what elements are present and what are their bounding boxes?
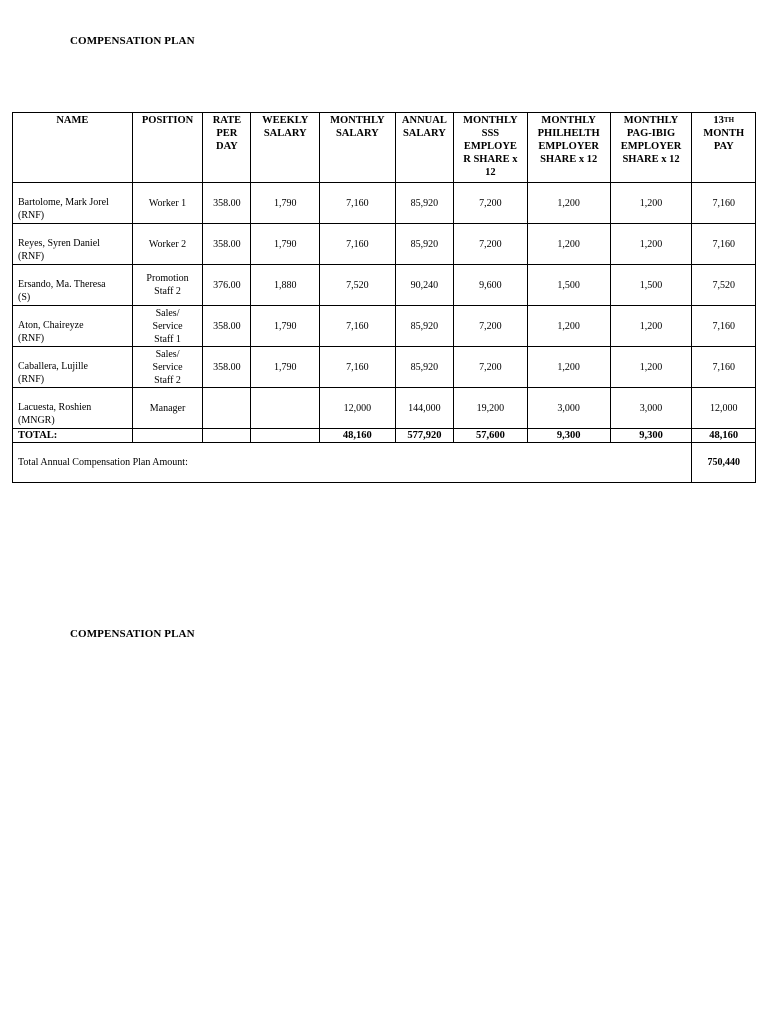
table-row (13, 224, 756, 265)
employee-position: Manager (132, 388, 203, 429)
weekly-salary: 1,790 (251, 183, 320, 224)
document-title: COMPENSATION PLAN (70, 35, 195, 47)
annual-salary: 85,920 (395, 183, 453, 224)
employee-position: Worker 1 (132, 183, 203, 224)
thirteenth-month-pay: 7,160 (692, 347, 756, 388)
header-monthly-pagibig: MONTHLY PAG-IBIG EMPLOYER SHARE x 12 (610, 113, 692, 183)
grand-total-label: Total Annual Compensation Plan Amount: (13, 443, 692, 483)
total-pagibig: 9,300 (610, 429, 692, 443)
sss-employer-share: 7,200 (454, 224, 528, 265)
weekly-salary: 1,790 (251, 224, 320, 265)
table-row (13, 388, 756, 429)
table-row (13, 347, 756, 388)
employee-name: Lacuesta, Roshien (MNGR) (13, 388, 133, 429)
philhealth-employer-share: 1,200 (527, 306, 610, 347)
employee-position: Sales/ Service Staff 1 (132, 306, 203, 347)
annual-salary: 144,000 (395, 388, 453, 429)
header-name: NAME (13, 113, 133, 183)
rate-per-day: 358.00 (203, 183, 251, 224)
employee-name: Bartolome, Mark Jorel (RNF) (13, 183, 133, 224)
pagibig-employer-share: 1,200 (610, 347, 692, 388)
header-13th-label: 13TH (713, 115, 735, 126)
pagibig-employer-share: 1,500 (610, 265, 692, 306)
table-row (13, 265, 756, 306)
thirteenth-month-pay: 7,160 (692, 306, 756, 347)
monthly-salary: 7,160 (320, 347, 396, 388)
annual-salary: 85,920 (395, 347, 453, 388)
weekly-salary: 1,790 (251, 347, 320, 388)
table-row (13, 306, 756, 347)
pagibig-employer-share: 1,200 (610, 306, 692, 347)
rate-per-day: 358.00 (203, 224, 251, 265)
header-monthly-sss: MONTHLY SSS EMPLOYE R SHARE x 12 (454, 113, 528, 183)
philhealth-employer-share: 1,500 (527, 265, 610, 306)
rate-per-day: 358.00 (203, 347, 251, 388)
annual-salary: 85,920 (395, 224, 453, 265)
philhealth-employer-share: 1,200 (527, 183, 610, 224)
total-weekly-cell (251, 429, 320, 443)
sss-employer-share: 19,200 (454, 388, 528, 429)
philhealth-employer-share: 3,000 (527, 388, 610, 429)
total-rate-cell (203, 429, 251, 443)
weekly-salary: 1,790 (251, 306, 320, 347)
pagibig-employer-share: 1,200 (610, 224, 692, 265)
header-position: POSITION (132, 113, 203, 183)
pagibig-employer-share: 1,200 (610, 183, 692, 224)
philhealth-employer-share: 1,200 (527, 347, 610, 388)
philhealth-employer-share: 1,200 (527, 224, 610, 265)
annual-salary: 85,920 (395, 306, 453, 347)
header-monthly-philhealth: MONTHLY PHILHELTH EMPLOYER SHARE x 12 (527, 113, 610, 183)
pagibig-employer-share: 3,000 (610, 388, 692, 429)
total-philhealth: 9,300 (527, 429, 610, 443)
thirteenth-month-pay: 7,160 (692, 224, 756, 265)
monthly-salary: 7,160 (320, 183, 396, 224)
sss-employer-share: 7,200 (454, 183, 528, 224)
total-sss: 57,600 (454, 429, 528, 443)
grand-total-amount: 750,440 (692, 443, 756, 483)
header-13th-lines: MONTH PAY (703, 128, 745, 152)
monthly-salary: 7,160 (320, 224, 396, 265)
document-title-repeat: COMPENSATION PLAN (70, 628, 195, 640)
table-row (13, 183, 756, 224)
header-13th-month-pay (692, 113, 756, 183)
employee-name: Ersando, Ma. Theresa (S) (13, 265, 133, 306)
header-rate-per-day: RATE PER DAY (203, 113, 251, 183)
total-monthly-salary: 48,160 (320, 429, 396, 443)
compensation-table (12, 112, 756, 483)
total-13th-month: 48,160 (692, 429, 756, 443)
employee-position: Promotion Staff 2 (132, 265, 203, 306)
annual-salary: 90,240 (395, 265, 453, 306)
employee-position: Worker 2 (132, 224, 203, 265)
weekly-salary: 1,880 (251, 265, 320, 306)
monthly-salary: 7,160 (320, 306, 396, 347)
thirteenth-month-pay: 7,520 (692, 265, 756, 306)
rate-per-day (203, 388, 251, 429)
employee-position: Sales/ Service Staff 2 (132, 347, 203, 388)
header-annual-salary: ANNUAL SALARY (395, 113, 453, 183)
total-position-cell (132, 429, 203, 443)
sss-employer-share: 9,600 (454, 265, 528, 306)
employee-name: Reyes, Syren Daniel (RNF) (13, 224, 133, 265)
monthly-salary: 7,520 (320, 265, 396, 306)
employee-name: Aton, Chaireyze (RNF) (13, 306, 133, 347)
rate-per-day: 358.00 (203, 306, 251, 347)
total-annual-salary: 577,920 (395, 429, 453, 443)
monthly-salary: 12,000 (320, 388, 396, 429)
employee-name: Caballera, Lujille (RNF) (13, 347, 133, 388)
weekly-salary (251, 388, 320, 429)
rate-per-day: 376.00 (203, 265, 251, 306)
thirteenth-month-pay: 12,000 (692, 388, 756, 429)
header-monthly-salary: MONTHLY SALARY (320, 113, 396, 183)
sss-employer-share: 7,200 (454, 306, 528, 347)
total-row (13, 429, 756, 443)
total-label: TOTAL: (13, 429, 133, 443)
table-header-row (13, 113, 756, 183)
header-weekly-salary: WEEKLY SALARY (251, 113, 320, 183)
sss-employer-share: 7,200 (454, 347, 528, 388)
thirteenth-month-pay: 7,160 (692, 183, 756, 224)
grand-total-row (13, 443, 756, 483)
